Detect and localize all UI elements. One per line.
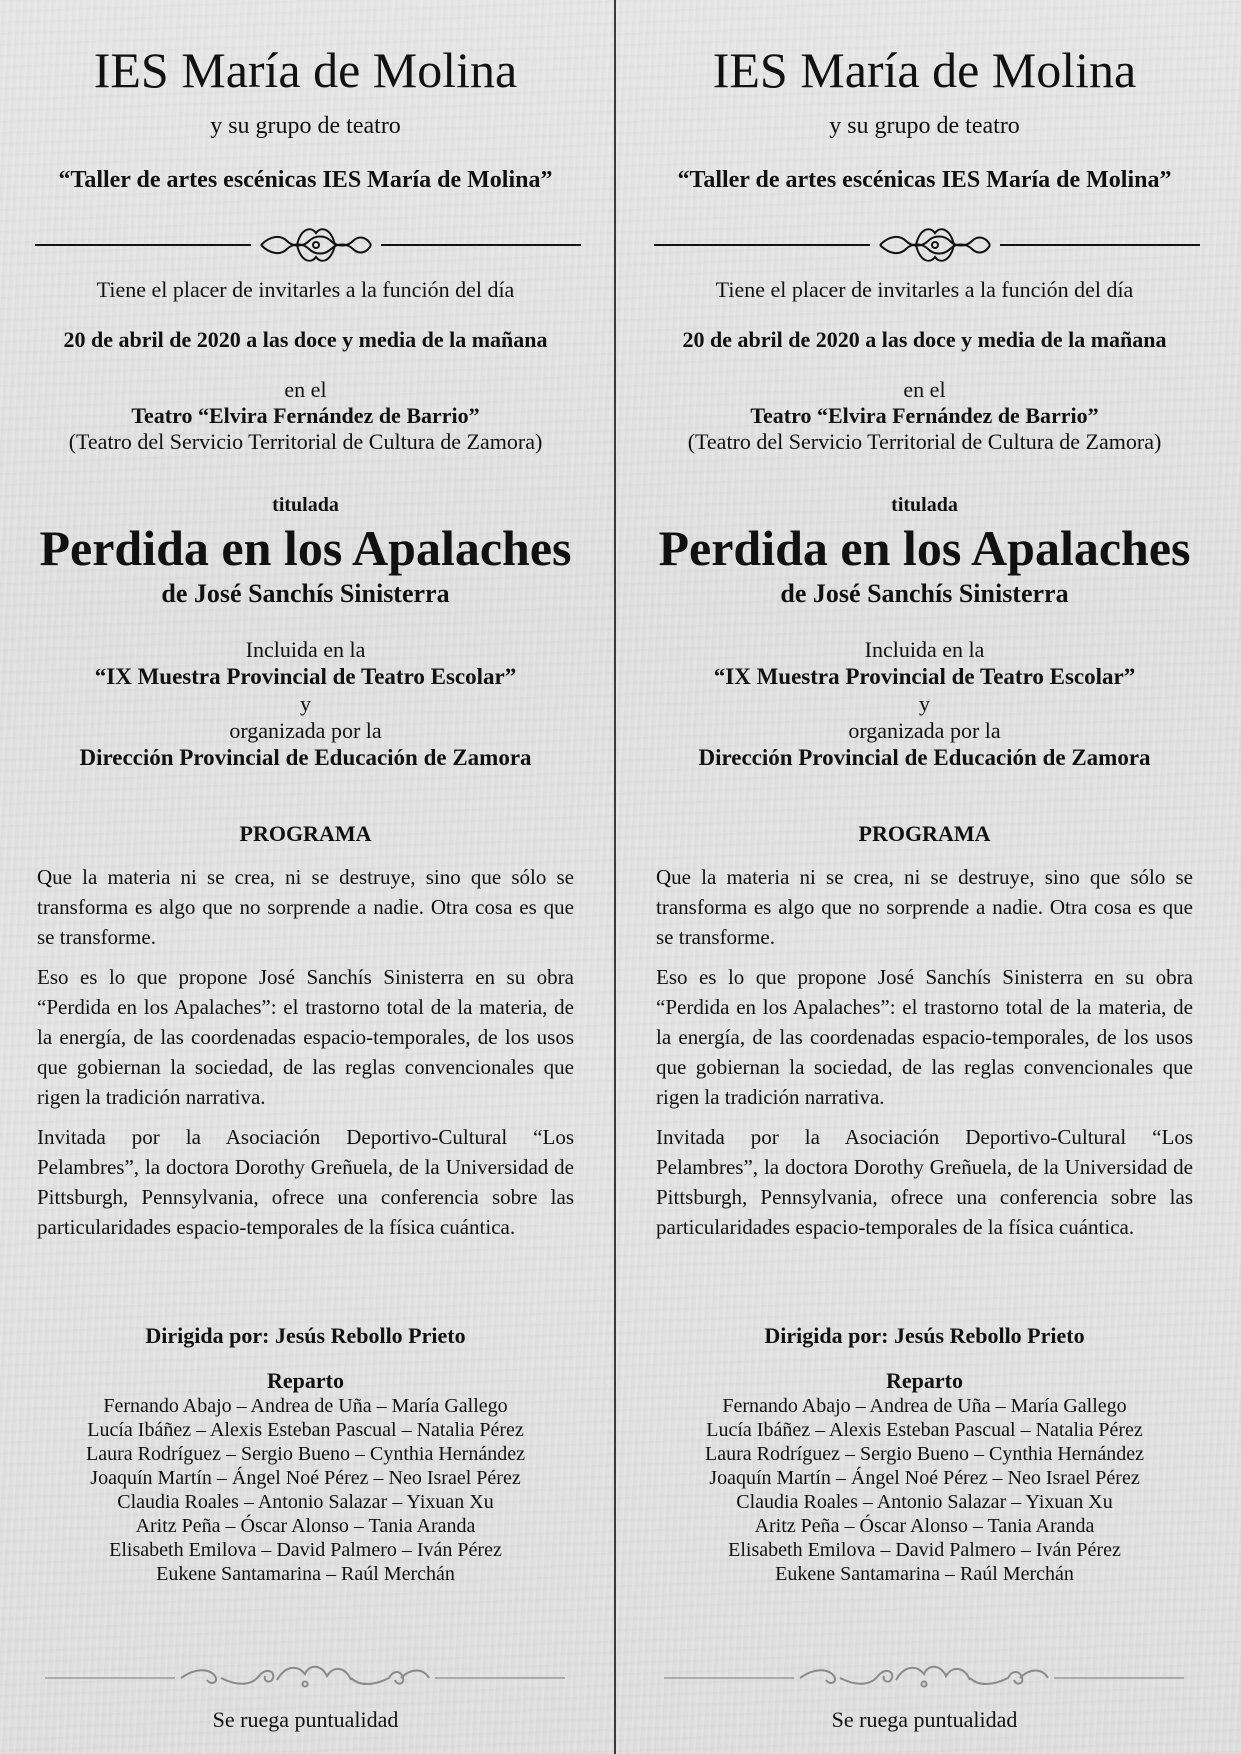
included-intro: Incluida en la (864, 637, 985, 662)
footer-flourish-icon (45, 1660, 565, 1696)
event-date: 20 de abril de 2020 a las doce y media de la mañana (63, 327, 548, 352)
organized-intro: organizada por la (848, 718, 1001, 743)
programa-paragraph-2: Eso es lo que propone José Sanchís Sinisterra en su obra “Perdida en los Apalaches”: el trastorno total de la materia, de la energía, de las coordenadas espacio-temporales, de los usos que gobiernan la sociedad, de las reglas convencionales que rigen la tradición narrativa. (37, 965, 574, 1109)
cast-line: Joaquín Martín – Ángel Noé Pérez – Neo Israel Pérez (90, 1467, 521, 1489)
director-line: Dirigida por: Jesús Rebollo Prieto (764, 1323, 1085, 1348)
play-author: de José Sanchís Sinisterra (161, 579, 450, 608)
cast-line: Eukene Santamarina – Raúl Merchán (775, 1563, 1074, 1585)
invitation-panel-right (636, 0, 1213, 1754)
venue-name: Teatro “Elvira Fernández de Barrio” (750, 403, 1099, 428)
cast-heading: Reparto (267, 1368, 344, 1393)
venue-intro: en el (284, 377, 327, 402)
programa-heading: PROGRAMA (239, 821, 372, 846)
school-subtitle: y su grupo de teatro (829, 113, 1020, 139)
venue-block (17, 377, 594, 455)
cast-list (636, 1394, 1213, 1586)
cast-line: Laura Rodríguez – Sergio Bueno – Cynthia Hernández (705, 1443, 1144, 1465)
programa-paragraph-3: Invitada por la Asociación Deportivo-Cultural “Los Pelambres”, la doctora Dorothy Greñuela, de la Universidad de Pittsburgh, Pennsylvania, ofrece una conferencia sobre las particularidades espacio-temporales de la física cuántica. (656, 1125, 1193, 1239)
school-title: IES María de Molina (712, 42, 1137, 98)
cast-line: Lucía Ibáñez – Alexis Esteban Pascual – Natalia Pérez (87, 1419, 524, 1441)
cast-line: Eukene Santamarina – Raúl Merchán (156, 1563, 455, 1585)
theatre-group-name: “Taller de artes escénicas IES María de Molina” (677, 167, 1172, 193)
theatre-group-name: “Taller de artes escénicas IES María de Molina” (58, 167, 553, 193)
invite-line: Tiene el placer de invitarles a la función del día (96, 277, 515, 302)
cast-line: Claudia Roales – Antonio Salazar – Yixuan Xu (117, 1491, 494, 1513)
cast-line: Laura Rodríguez – Sergio Bueno – Cynthia Hernández (86, 1443, 525, 1465)
director-line: Dirigida por: Jesús Rebollo Prieto (145, 1323, 466, 1348)
festival-block (636, 636, 1213, 771)
programa-paragraph-1: Que la materia ni se crea, ni se destruye, sino que sólo se transforma es algo que no sorprende a nadie. Otra cosa es que se transforme. (656, 865, 1193, 949)
school-subtitle: y su grupo de teatro (210, 113, 401, 139)
festival-name: “IX Muestra Provincial de Teatro Escolar” (713, 664, 1136, 689)
play-title: Perdida en los Apalaches (658, 520, 1191, 576)
organized-intro: organizada por la (229, 718, 382, 743)
and-connector: y (300, 691, 311, 716)
organizer-name: Dirección Provincial de Educación de Zamora (698, 745, 1151, 770)
flourish-divider-icon (35, 222, 581, 268)
cast-line: Lucía Ibáñez – Alexis Esteban Pascual – Natalia Pérez (706, 1419, 1143, 1441)
cast-line: Fernando Abajo – Andrea de Uña – María Gallego (722, 1395, 1127, 1417)
cast-line: Aritz Peña – Óscar Alonso – Tania Aranda (754, 1515, 1095, 1537)
organizer-name: Dirección Provincial de Educación de Zamora (79, 745, 532, 770)
footer-note: Se ruega puntualidad (831, 1707, 1018, 1732)
invite-line: Tiene el placer de invitarles a la función del día (715, 277, 1134, 302)
event-date: 20 de abril de 2020 a las doce y media de la mañana (682, 327, 1167, 352)
cast-line: Aritz Peña – Óscar Alonso – Tania Aranda (135, 1515, 476, 1537)
footer-flourish-icon (664, 1660, 1184, 1696)
titled-label: titulada (891, 494, 958, 516)
cast-line: Joaquín Martín – Ángel Noé Pérez – Neo Israel Pérez (709, 1467, 1140, 1489)
cast-line: Elisabeth Emilova – David Palmero – Iván Pérez (728, 1539, 1121, 1561)
cast-line: Elisabeth Emilova – David Palmero – Iván Pérez (109, 1539, 502, 1561)
invitation-panel-left (17, 0, 594, 1754)
school-title: IES María de Molina (93, 42, 518, 98)
venue-name: Teatro “Elvira Fernández de Barrio” (131, 403, 480, 428)
venue-detail: (Teatro del Servicio Territorial de Cultura de Zamora) (687, 429, 1162, 454)
play-title: Perdida en los Apalaches (39, 520, 572, 576)
titled-label: titulada (272, 494, 339, 516)
programa-paragraph-3: Invitada por la Asociación Deportivo-Cultural “Los Pelambres”, la doctora Dorothy Greñuela, de la Universidad de Pittsburgh, Pennsylvania, ofrece una conferencia sobre las particularidades espacio-temporales de la física cuántica. (37, 1125, 574, 1239)
venue-block (636, 377, 1213, 455)
programa-heading: PROGRAMA (858, 821, 991, 846)
included-intro: Incluida en la (245, 637, 366, 662)
programa-paragraph-2: Eso es lo que propone José Sanchís Sinisterra en su obra “Perdida en los Apalaches”: el trastorno total de la materia, de la energía, de las coordenadas espacio-temporales, de los usos que gobiernan la sociedad, de las reglas convencionales que rigen la tradición narrativa. (656, 965, 1193, 1109)
play-author: de José Sanchís Sinisterra (780, 579, 1069, 608)
cast-list (17, 1394, 594, 1586)
footer-note: Se ruega puntualidad (212, 1707, 399, 1732)
cast-heading: Reparto (886, 1368, 963, 1393)
cast-line: Claudia Roales – Antonio Salazar – Yixuan Xu (736, 1491, 1113, 1513)
and-connector: y (919, 691, 930, 716)
venue-detail: (Teatro del Servicio Territorial de Cultura de Zamora) (68, 429, 543, 454)
festival-block (17, 636, 594, 771)
festival-name: “IX Muestra Provincial de Teatro Escolar” (94, 664, 517, 689)
venue-intro: en el (903, 377, 946, 402)
programa-paragraph-1: Que la materia ni se crea, ni se destruye, sino que sólo se transforma es algo que no sorprende a nadie. Otra cosa es que se transforme. (37, 865, 574, 949)
cut-line-divider (614, 0, 616, 1754)
programa-text (37, 862, 574, 1252)
cast-line: Fernando Abajo – Andrea de Uña – María Gallego (103, 1395, 508, 1417)
flourish-divider-icon (654, 222, 1200, 268)
programa-text (656, 862, 1193, 1252)
